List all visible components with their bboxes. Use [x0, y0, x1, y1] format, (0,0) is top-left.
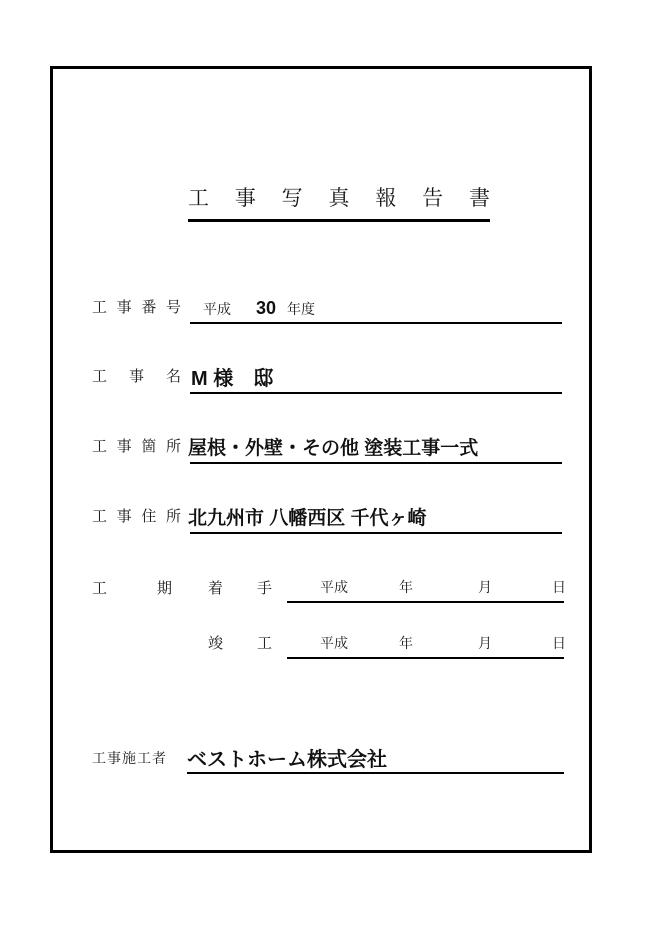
contractor-underline [187, 772, 564, 774]
period-end-month-suffix: 月 [478, 637, 492, 652]
period-end-year-suffix: 年 [399, 637, 413, 652]
period-label: 工 期 [92, 581, 172, 597]
fiscal-year-value: 30 [256, 298, 277, 318]
page-border-frame [50, 66, 592, 853]
period-end-day-suffix: 日 [552, 637, 566, 652]
period-start-month-suffix: 月 [478, 581, 492, 596]
fiscal-year-suffix: 年度 [287, 303, 315, 318]
construction-section-underline [190, 462, 562, 464]
period-start-label: 着 手 [208, 581, 272, 597]
page-title: 工 事 写 真 報 告 書 [188, 188, 490, 222]
era-prefix: 平成 [203, 303, 231, 318]
construction-section-label: 工 事 箇 所 [92, 439, 181, 455]
construction-name-underline [190, 392, 562, 394]
period-start-year-suffix: 年 [399, 581, 413, 596]
construction-address-label: 工 事 住 所 [92, 509, 181, 525]
period-end-underline [287, 657, 564, 659]
period-start-era: 平成 [320, 581, 348, 596]
period-end-era: 平成 [320, 637, 348, 652]
construction-address-underline [190, 532, 562, 534]
period-start-underline [287, 601, 564, 603]
construction-section-value: 屋根・外壁・その他 塗装工事一式 [188, 438, 479, 459]
construction-name-value: M 様 邸 [191, 368, 274, 390]
construction-address-value: 北九州市 八幡西区 千代ヶ崎 [188, 508, 427, 529]
period-start-day-suffix: 日 [552, 581, 566, 596]
construction-number-underline [190, 322, 562, 324]
construction-number-label: 工 事 番 号 [92, 300, 181, 316]
contractor-value: ベストホーム株式会社 [187, 749, 387, 771]
period-end-label: 竣 工 [208, 636, 272, 652]
construction-name-label: 工 事 名 [92, 369, 181, 385]
contractor-label: 工事施工者 [92, 752, 167, 767]
